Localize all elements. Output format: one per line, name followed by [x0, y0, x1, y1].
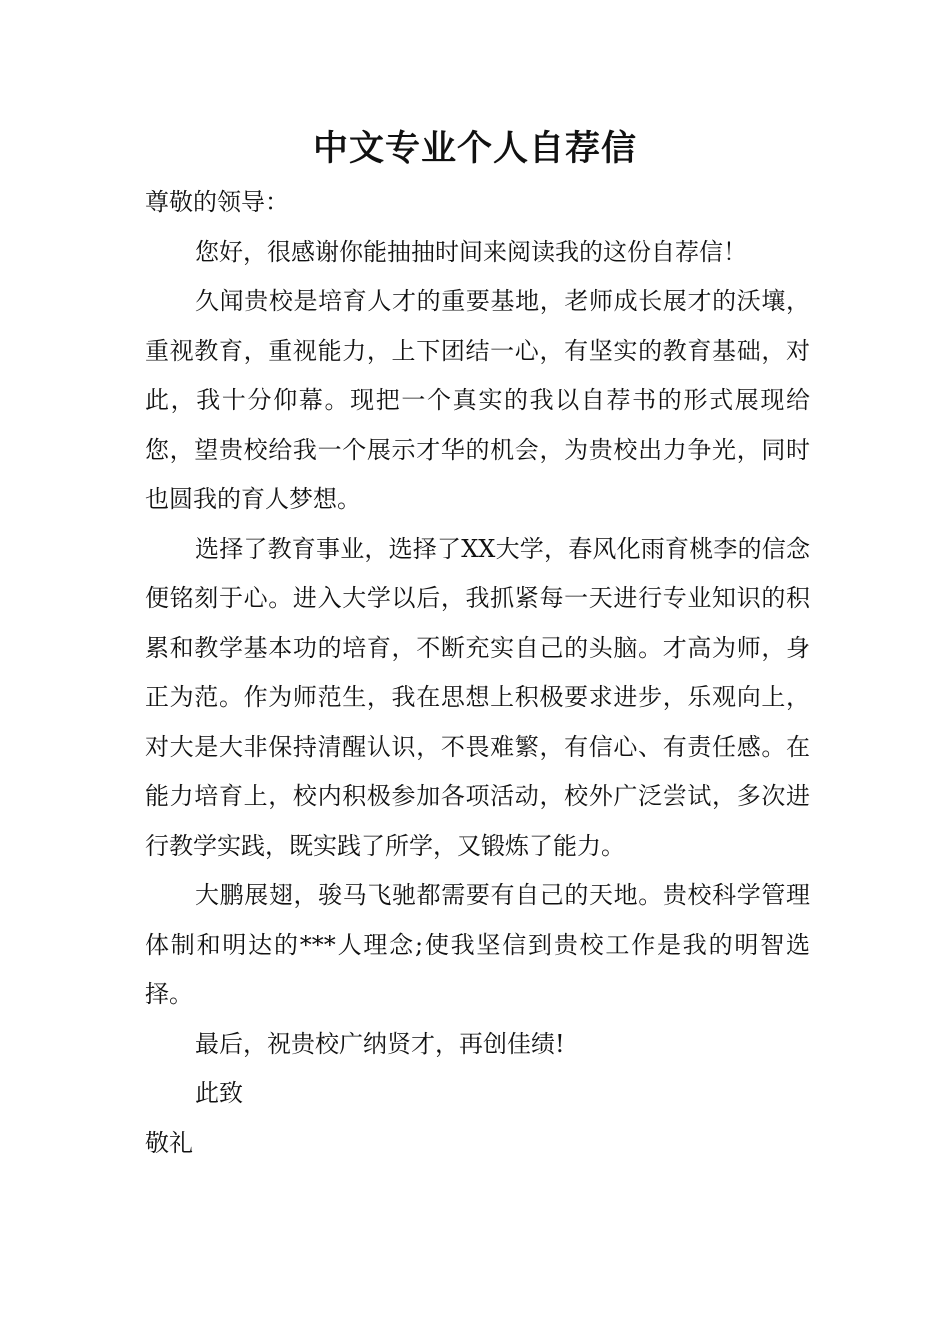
greeting-paragraph: 您好，很感谢你能抽抽时间来阅读我的这份自荐信！	[195, 237, 747, 266]
document-title: 中文专业个人自荐信	[312, 129, 637, 169]
choice-paragraph: 大鹏展翅，骏马飞驰都需要有自己的天地。贵校科学管理体制和明达的***人理念;使我坚信到贵校工作是我的明智选择。	[145, 881, 810, 1008]
school-praise-paragraph: 久闻贵校是培育人才的重要基地，老师成长展才的沃壤，重视教育，重视能力，上下团结一心，有坚实的教育基础，对此，我十分仰幕。现把一个真实的我以自荐书的形式展现给您，望贵校给我一个展示才华的机会，为贵校出力争光，同时也圆我的育人梦想。	[145, 287, 810, 513]
education-paragraph: 选择了教育事业，选择了XX大学，春风化雨育桃李的信念便铭刻于心。进入大学以后，我抓紧每一天进行专业知识的积累和教学基本功的培育，不断充实自己的头脑。才高为师，身正为范。作为师范生，我在思想上积极要求进步，乐观向上，对大是大非保持清醒认识，不畏难繁，有信心、有责任感。在能力培育上，校内积极参加各项活动，校外广泛尝试，多次进行教学实践，既实践了所学，又锻炼了能力。	[145, 534, 810, 860]
letter-body	[145, 178, 810, 1168]
salutation: 尊敬的领导：	[145, 188, 289, 216]
closing-phrase: 此致	[195, 1079, 243, 1107]
closing-salute: 敬礼	[145, 1128, 193, 1157]
wishes-paragraph: 最后，祝贵校广纳贤才，再创佳绩!	[195, 1029, 565, 1058]
